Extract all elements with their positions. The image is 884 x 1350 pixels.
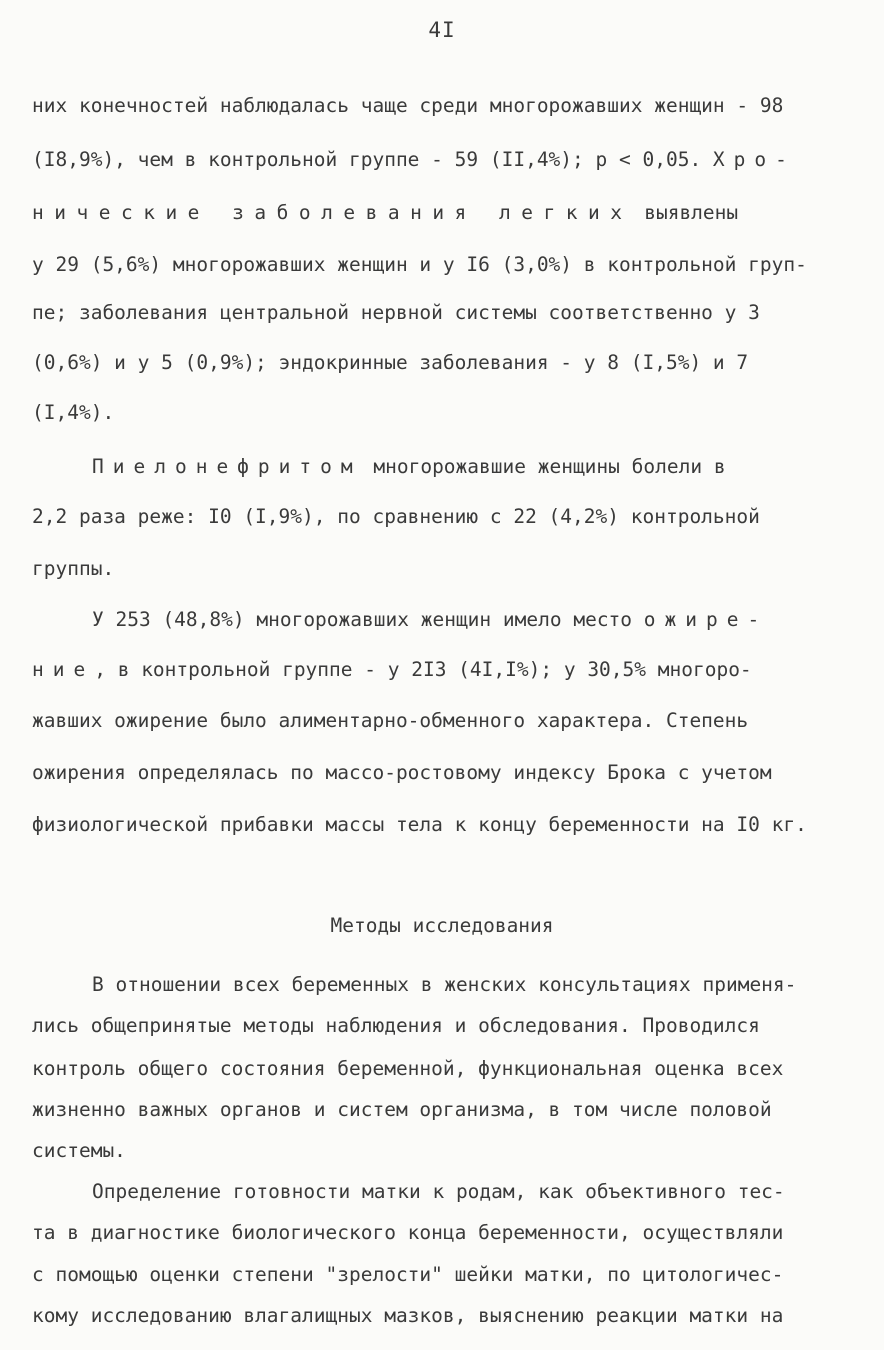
text-line: у 29 (5,6%) многорожавших женщин и у I6 (3,0%) в контрольной груп- [32,253,807,276]
text-line: группы. [32,557,115,580]
text-line: ние, в контрольной группе - у 2I3 (4I,I%); у 30,5% многоро- [32,658,752,681]
text-line: контроль общего состояния беременной, функциональная оценка всех [32,1057,784,1080]
text-line: Определение готовности матки к родам, как объективного тес- [92,1180,785,1203]
text-line: Пиелонефритом многорожавшие женщины болели в [92,455,726,478]
text-line: В отношении всех беременных в женских консультациях применя- [92,973,797,996]
text-line: У 253 (48,8%) многорожавших женщин имело место ожире- [92,608,769,631]
text-line: (I8,9%), чем в контрольной группе - 59 (II,4%); р < 0,05. Хро- [32,148,796,171]
text-line: жизненно важных органов и систем организма, в том числе половой [32,1098,772,1121]
text-line: нические заболевания легких выявлены [32,201,739,224]
text-line: кому исследованию влагалищных мазков, выяснению реакции матки на [32,1304,784,1327]
text-line: лись общепринятые методы наблюдения и обследования. Проводился [32,1014,760,1037]
text-line: жавших ожирение было алиментарно-обменного характера. Степень [32,709,749,732]
text-line: с помощью оценки степени "зрелости" шейки матки, по цитологичес- [32,1263,784,1286]
text-line: (I,4%). [32,401,115,424]
text-line: пе; заболевания центральной нервной системы соответственно у 3 [32,301,760,324]
text-line: физиологической прибавки массы тела к концу беременности на I0 кг. [32,813,807,836]
section-heading: Методы исследования [330,914,554,937]
page-number: 4I [428,18,456,42]
text-line: них конечностей наблюдалась чаще среди многорожавших женщин - 98 [32,94,784,117]
text-line: 2,2 раза реже: I0 (I,9%), по сравнению с 22 (4,2%) контрольной [32,505,760,528]
text-line: системы. [32,1139,126,1162]
text-line: та в диагностике биологического конца беременности, осуществляли [32,1221,784,1244]
text-line: (0,6%) и у 5 (0,9%); эндокринные заболевания - у 8 (I,5%) и 7 [32,351,749,374]
text-line: ожирения определялась по массо-ростовому индексу Брока с учетом [32,761,772,784]
